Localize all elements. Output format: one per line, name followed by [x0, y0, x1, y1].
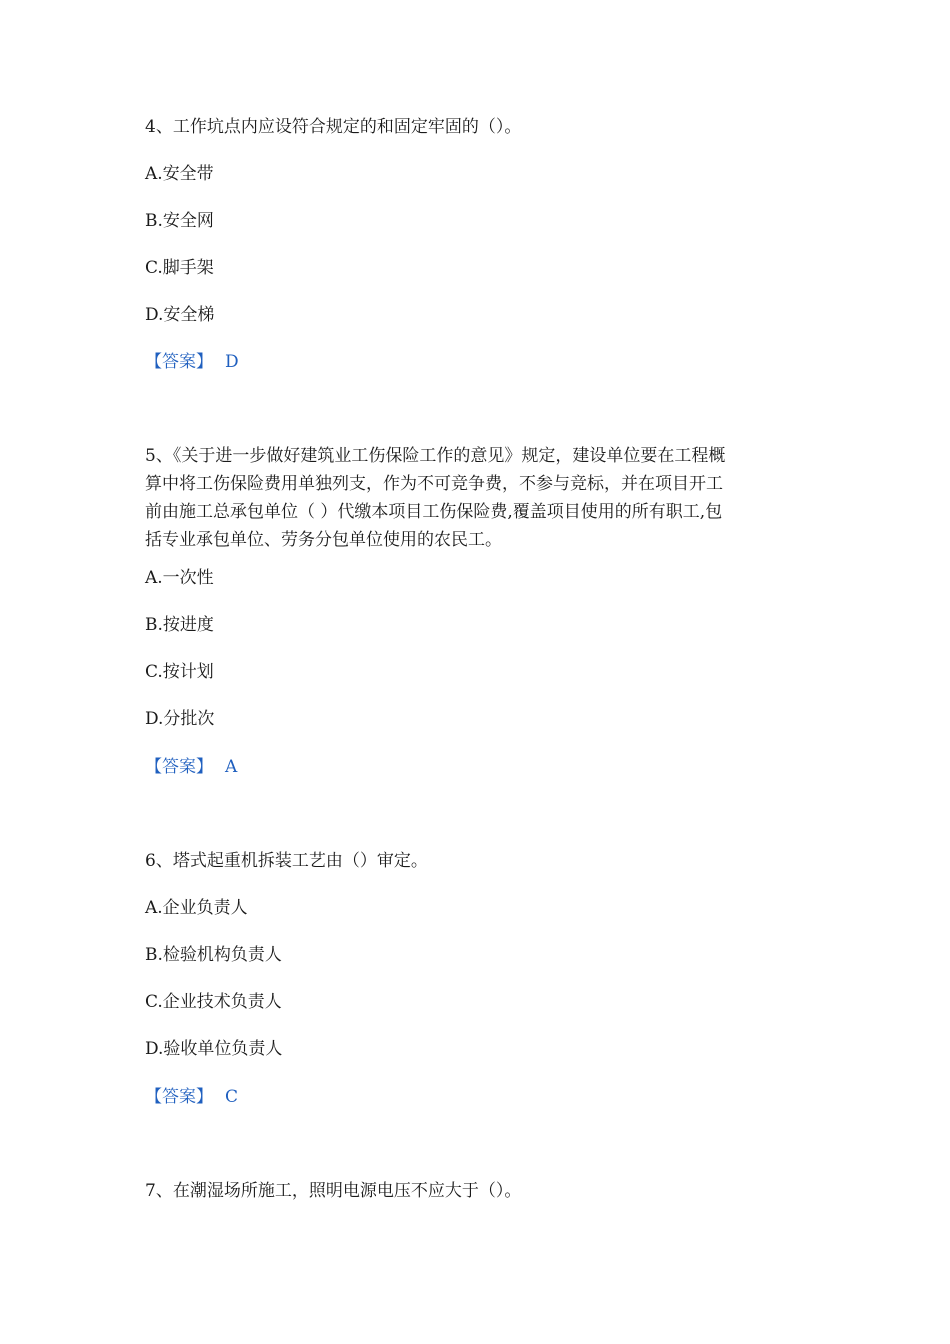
question-4-option-a: A.安全带 [145, 164, 214, 184]
question-4-option-c: C.脚手架 [145, 258, 214, 278]
question-5-answer [145, 755, 237, 779]
question-6-option-b: B.检验机构负责人 [145, 945, 282, 965]
question-5-option-b: B.按进度 [145, 615, 214, 635]
answer-value: C [225, 1087, 239, 1107]
answer-value: A [225, 757, 238, 777]
question-4-option-d: D.安全梯 [145, 305, 215, 325]
question-6-stem: 6、塔式起重机拆装工艺由（）审定。 [145, 851, 428, 871]
question-5-stem-line-2: 算中将工伤保险费用单独列支，作为不可竞争费，不参与竞标，并在项目开工 [145, 474, 723, 494]
question-5-option-d: D.分批次 [145, 709, 215, 729]
question-5-stem [145, 442, 815, 554]
question-6-option-c: C.企业技术负责人 [145, 992, 282, 1012]
question-7-stem: 7、在潮湿场所施工，照明电源电压不应大于（）。 [145, 1181, 522, 1201]
question-5-stem-line-3: 前由施工总承包单位（ ）代缴本项目工伤保险费,覆盖项目使用的所有职工,包 [145, 502, 723, 522]
answer-label: 【答案】 [145, 352, 213, 372]
question-5-option-a: A.一次性 [145, 568, 214, 588]
question-4-stem: 4、工作坑点内应设符合规定的和固定牢固的（）。 [145, 117, 522, 137]
question-6-option-a: A.企业负责人 [145, 898, 248, 918]
question-5-stem-line-4: 括专业承包单位、劳务分包单位使用的农民工。 [145, 530, 502, 550]
question-6-answer [145, 1085, 238, 1109]
question-4-answer [145, 350, 239, 374]
question-5-stem-line-1: 5、《关于进一步做好建筑业工伤保险工作的意见》规定，建设单位要在工程概 [145, 446, 726, 466]
answer-value: D [225, 352, 239, 372]
answer-label: 【答案】 [145, 757, 213, 777]
question-5-option-c: C.按计划 [145, 662, 214, 682]
question-4-option-b: B.安全网 [145, 211, 214, 231]
question-6-option-d: D.验收单位负责人 [145, 1039, 283, 1059]
answer-label: 【答案】 [145, 1087, 213, 1107]
